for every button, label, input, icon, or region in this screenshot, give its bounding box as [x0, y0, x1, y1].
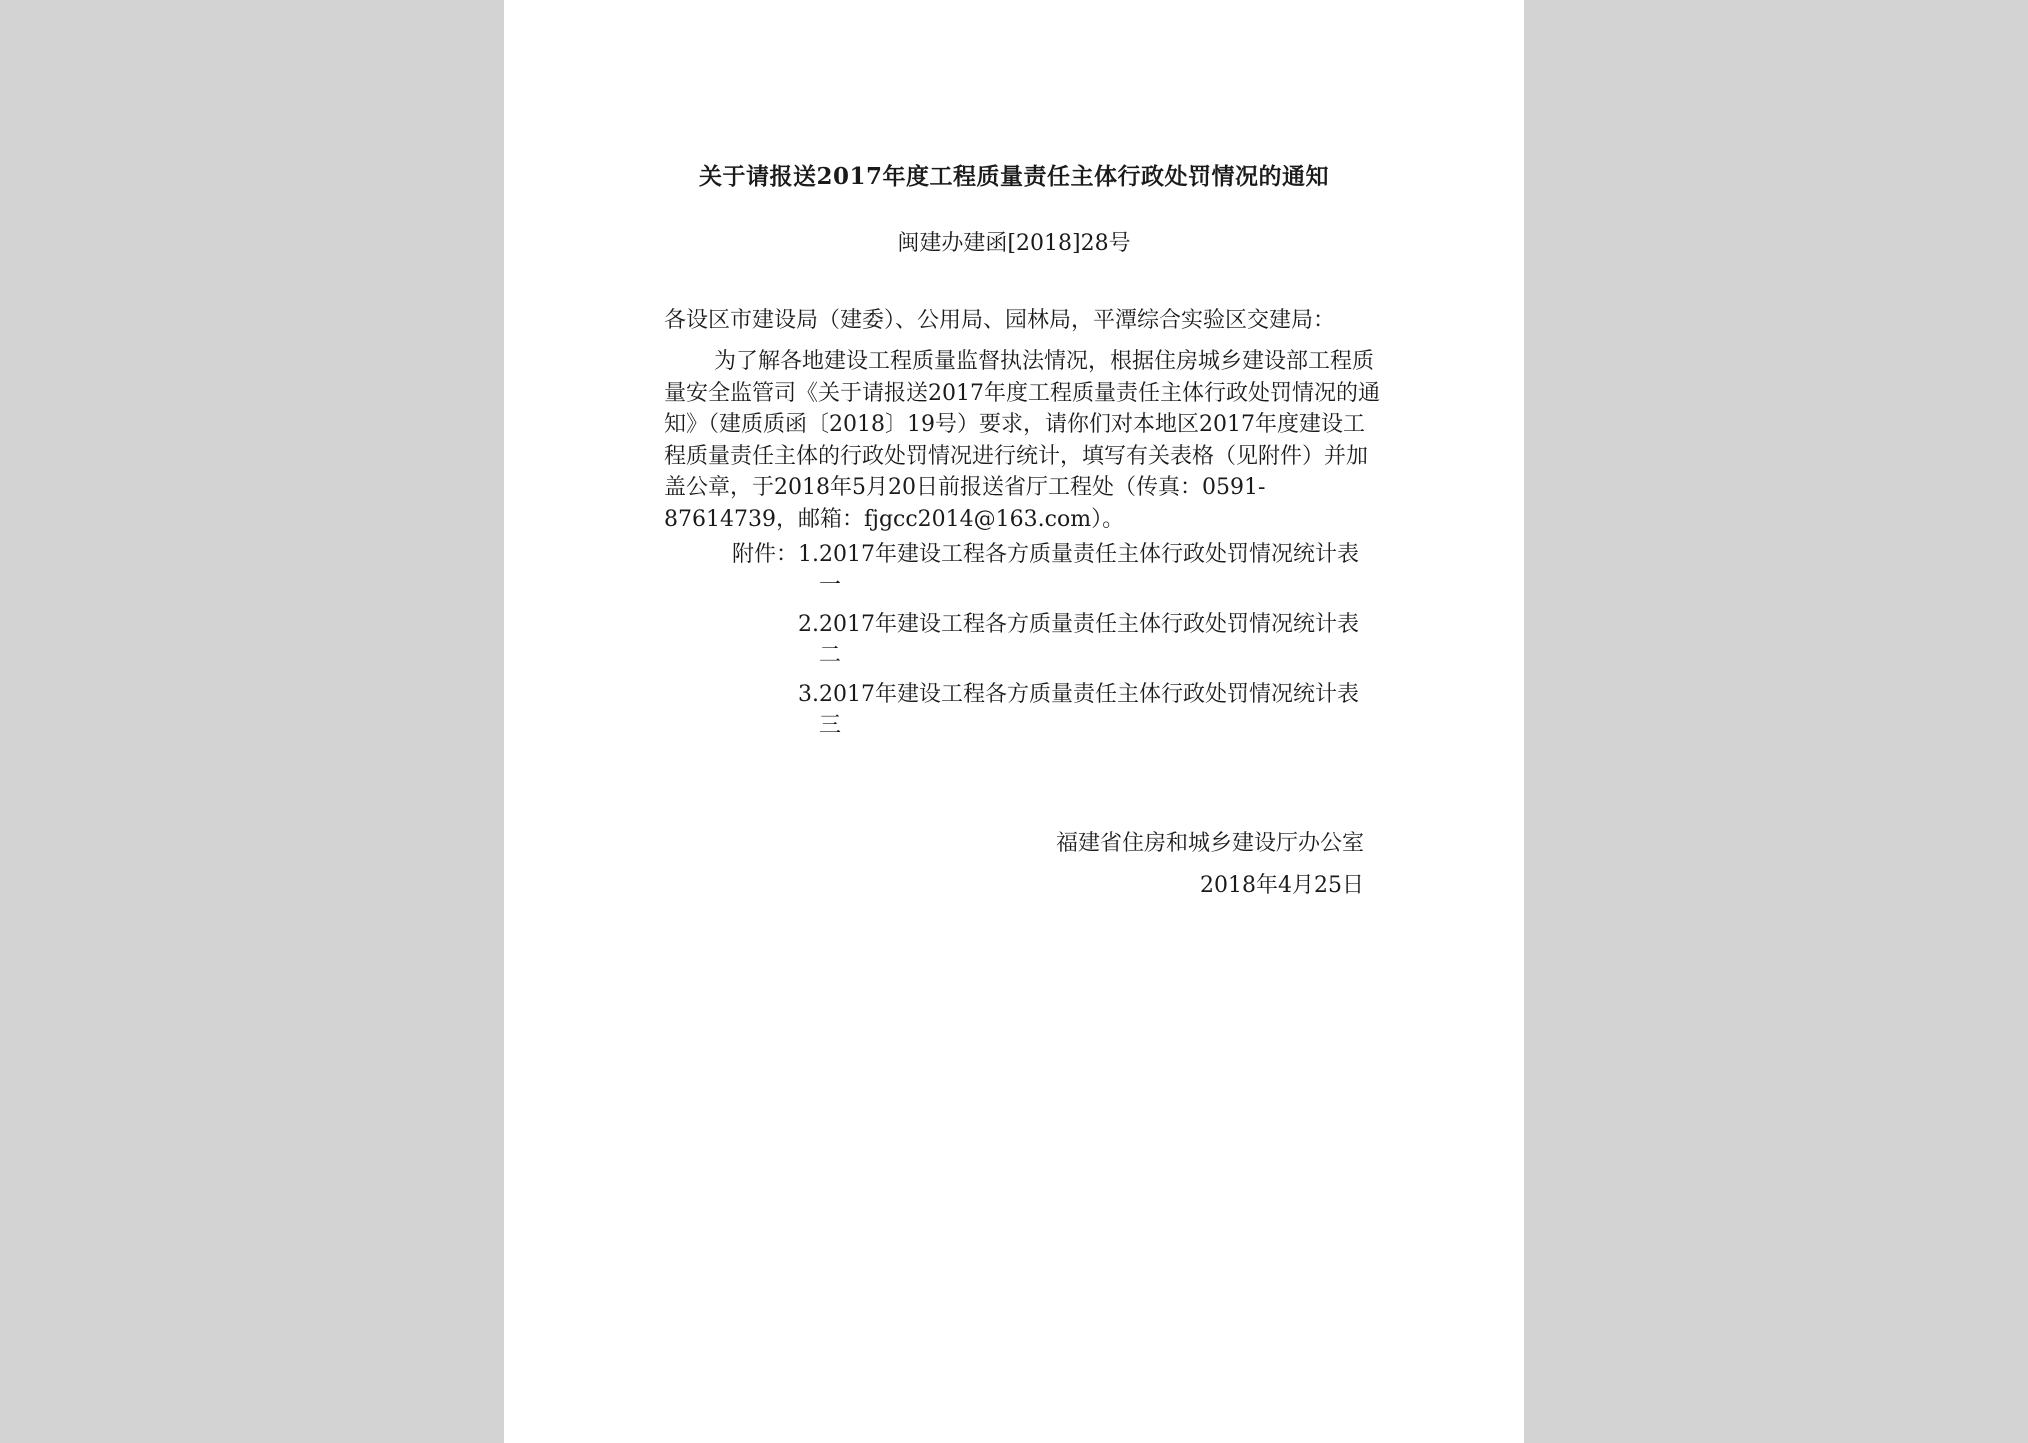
- attachment-number: 1.: [798, 542, 819, 567]
- attachment-title: 2017年建设工程各方质量责任主体行政处罚情况统计表三: [819, 682, 1359, 738]
- document-number: 闽建办建函[2018]28号: [897, 231, 1131, 256]
- signature-block: [1056, 823, 1364, 907]
- attachment-number: 3.: [798, 682, 819, 707]
- attachment-lead: [664, 539, 819, 601]
- addressee: 各设区市建设局（建委）、公用局、园林局，平潭综合实验区交建局：: [664, 308, 1336, 333]
- attachment-title: 2017年建设工程各方质量责任主体行政处罚情况统计表二: [819, 612, 1359, 668]
- document-body: [664, 305, 1404, 749]
- document-page: [504, 0, 1524, 1443]
- issuer-name: 福建省住房和城乡建设厅办公室: [1055, 831, 1364, 856]
- attachment-number: 2.: [798, 612, 819, 637]
- document-title: 关于请报送2017年度工程质量责任主体行政处罚情况的通知: [698, 163, 1329, 190]
- attachment-item: [664, 539, 1404, 601]
- issue-date: 2018年4月25日: [1200, 873, 1364, 898]
- attachments-list: [664, 539, 1404, 741]
- body-paragraph: 为了解各地建设工程质量监督执法情况，根据住房城乡建设部工程质量安全监管司《关于请报送2017年度工程质量责任主体行政处罚情况的通知》（建质质函〔2018〕19号）要求，请你们对本地区2017年度建设工程质量责任主体的行政处罚情况进行统计，填写有关表格（见附件）并加盖公章，于2018年5月20日前报送省厅工程处（传真：0591-87614739，邮箱：fjgcc2014@163.com）。: [664, 349, 1380, 532]
- attachment-item: [664, 609, 1404, 671]
- attachment-title: 2017年建设工程各方质量责任主体行政处罚情况统计表一: [819, 542, 1359, 598]
- attachment-item: [664, 679, 1404, 741]
- attachments-label: 附件：: [731, 542, 798, 567]
